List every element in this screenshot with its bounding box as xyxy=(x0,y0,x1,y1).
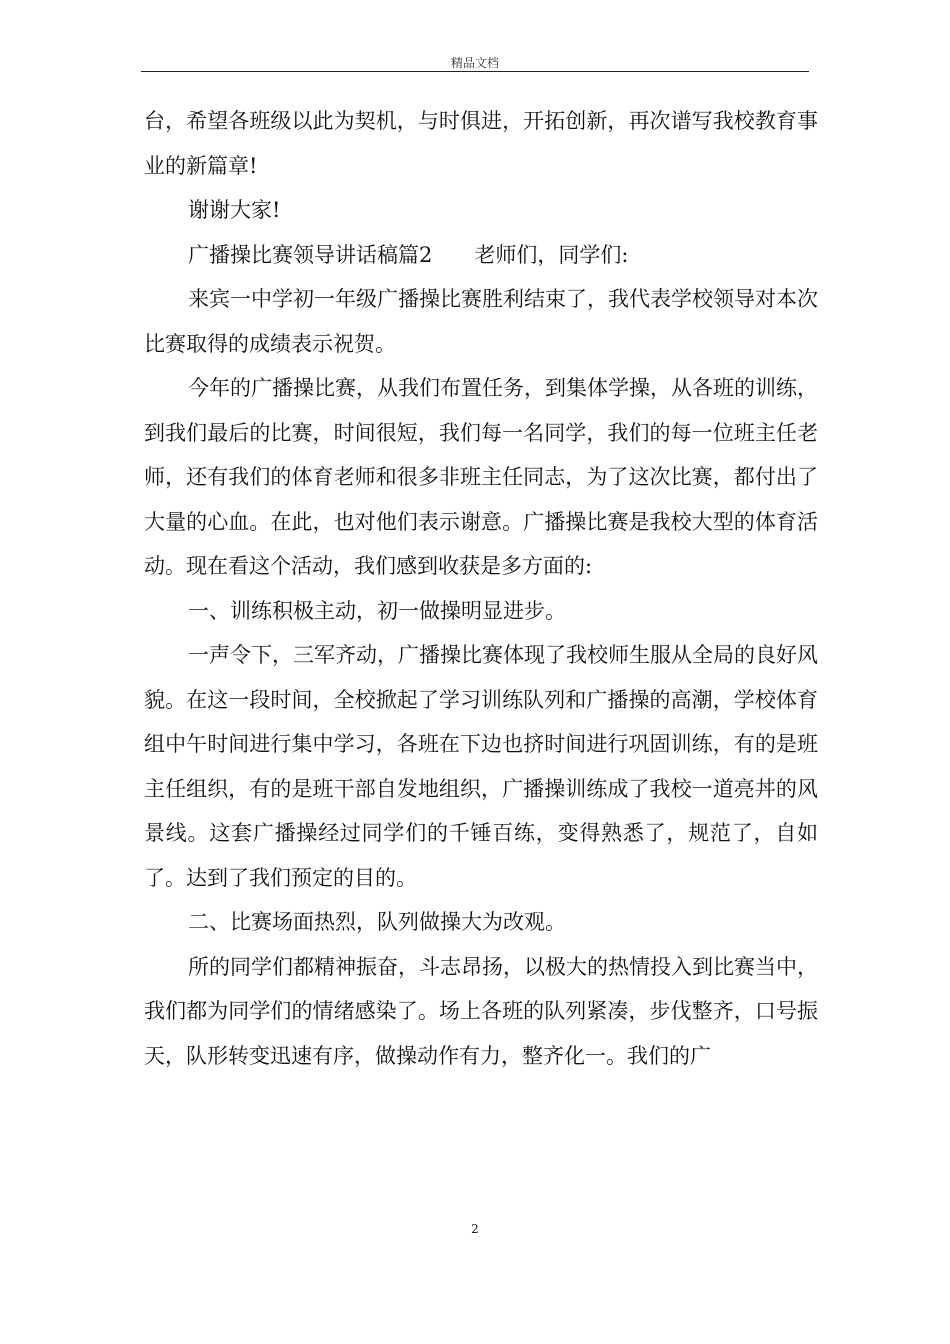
section-heading-1: 一、训练积极主动，初一做操明显进步。 xyxy=(188,598,566,623)
paragraph-intro: 来宾一中学初一年级广播操比赛胜利结束了，我代表学校领导对本次比赛取得的成绩表示祝贺。 xyxy=(144,287,818,356)
paragraph-overview: 今年的广播操比赛，从我们布置任务，到集体学操，从各班的训练，到我们最后的比赛，时间很短，我们每一名同学，我们的每一位班主任老师，还有我们的体育老师和很多非班主任同志，为了这次比赛，都付出了大量的心血。在此，也对他们表示谢意。广播操比赛是我校大型的体育活动。现在看这个活动，我们感到收获是多方面的: xyxy=(144,376,818,578)
paragraph-continuation: 台，希望各班级以此为契机，与时俱进，开拓创新，再次谱写我校教育事业的新篇章! xyxy=(144,109,818,178)
page-header-title: 精品文档 xyxy=(450,56,499,70)
paragraph-section-2: 所的同学们都精神振奋，斗志昂扬，以极大的热情投入到比赛当中，我们都为同学们的情绪感染了。场上各班的队列紧凑，步伐整齐，口号振天，队形转变迅速有序，做操动作有力，整齐化一。我们的广 xyxy=(144,954,818,1068)
page-number: 2 xyxy=(471,1222,479,1236)
section-heading-2: 二、比赛场面热烈，队列做操大为改观。 xyxy=(188,910,566,934)
header-divider xyxy=(141,71,809,72)
paragraph-speech-title: 广播操比赛领导讲话稿篇2 老师们，同学们: xyxy=(188,242,629,267)
paragraph-thanks: 谢谢大家! xyxy=(188,198,281,222)
document-body xyxy=(144,99,818,1078)
paragraph-section-1: 一声令下，三军齐动，广播操比赛体现了我校师生服从全局的良好风貌。在这一段时间，全校掀起了学习训练队列和广播操的高潮，学校体育组中午时间进行集中学习，各班在下边也挤时间进行巩固训练，有的是班主任组织，有的是班干部自发地组织，广播操训练成了我校一道亮丼的风景线。这套广播操经过同学们的千锤百练，变得熟悉了，规范了，自如了。达到了我们预定的目的。 xyxy=(144,643,818,890)
